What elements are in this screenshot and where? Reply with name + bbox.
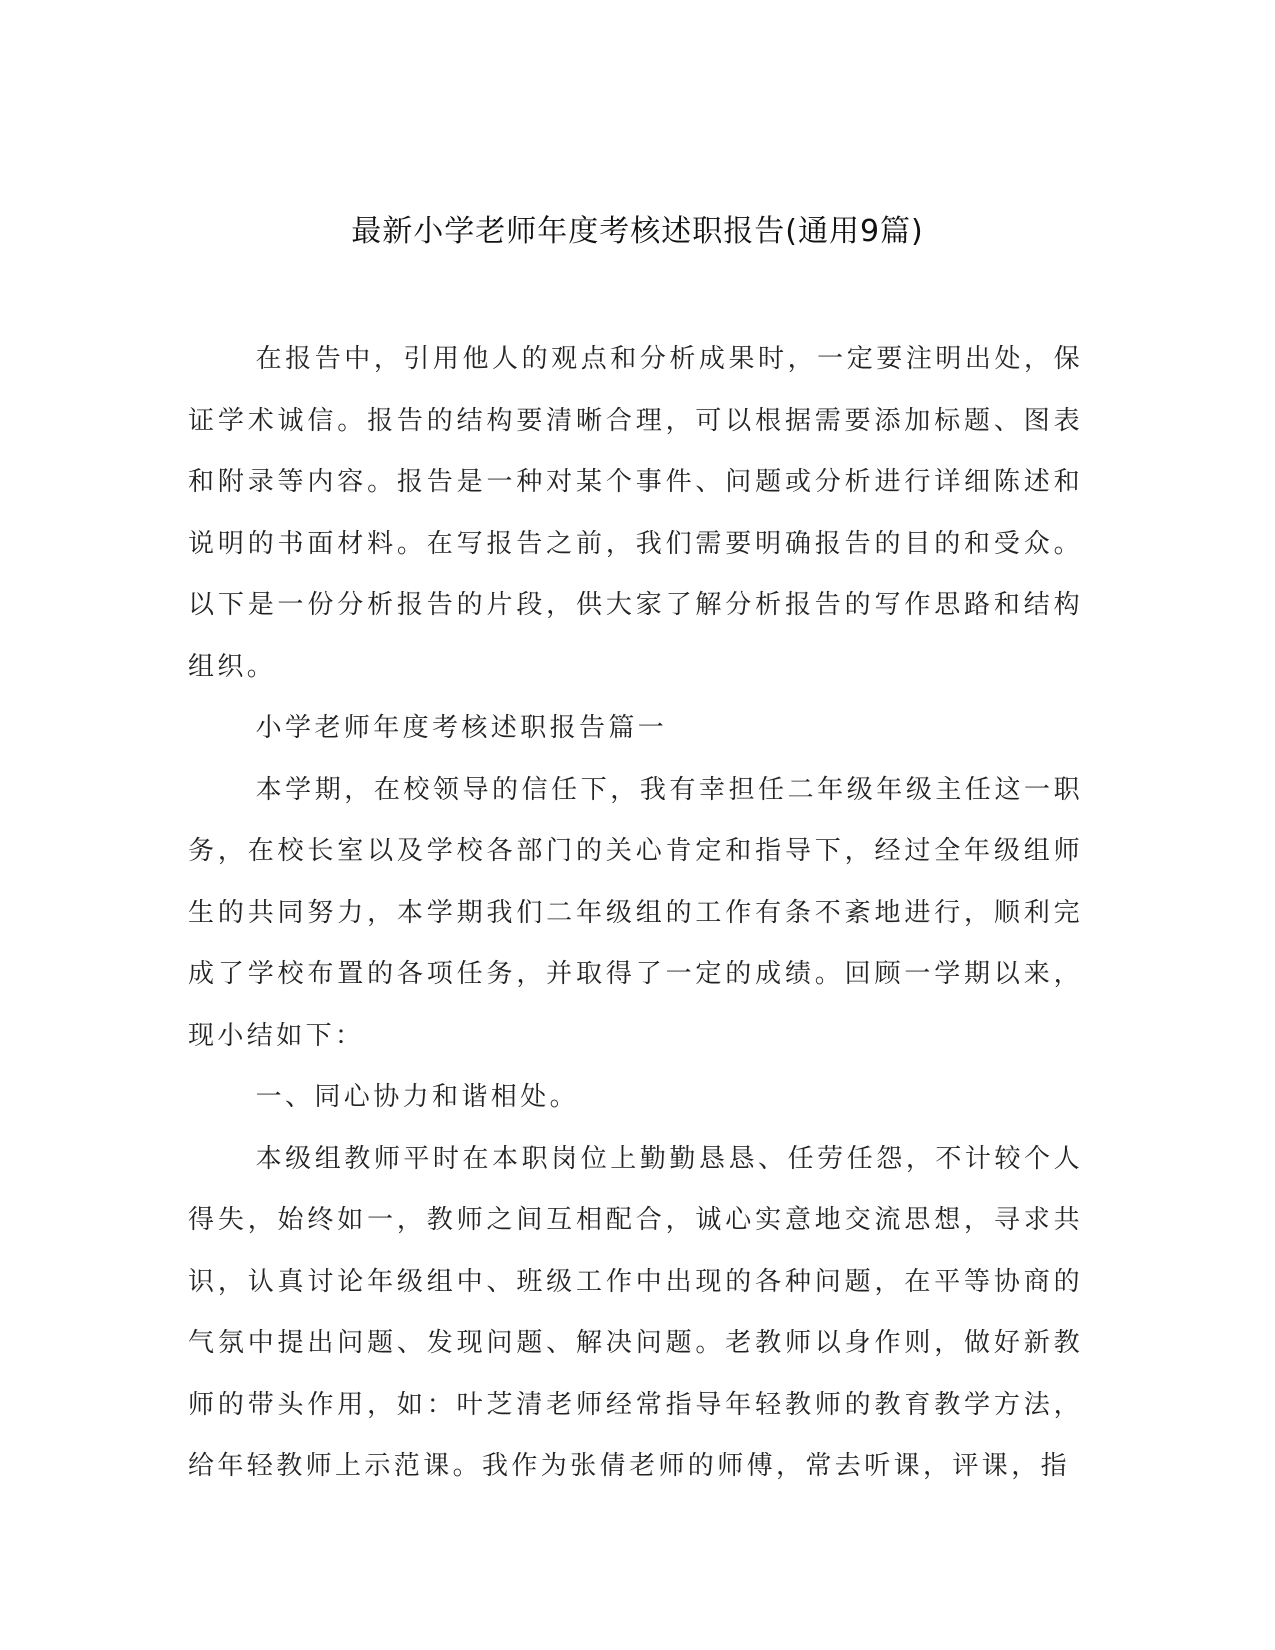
intro-paragraph: 在报告中，引用他人的观点和分析成果时，一定要注明出处，保证学术诚信。报告的结构要清晰合理，可以根据需要添加标题、图表和附录等内容。报告是一种对某个事件、问题或分析进行详细陈述和说明的书面材料。在写报告之前，我们需要明确报告的目的和受众。以下是一份分析报告的片段，供大家了解分析报告的写作思路和结构组织。	[188, 344, 1083, 682]
body-paragraph: 本学期，在校领导的信任下，我有幸担任二年级年级主任这一职务，在校长室以及学校各部门的关心肯定和指导下，经过全年级组师生的共同努力，本学期我们二年级组的工作有条不紊地进行，顺利完成了学校布置的各项任务，并取得了一定的成绩。回顾一学期以来，现小结如下：	[188, 774, 1083, 1051]
document-body	[188, 329, 1083, 1498]
subsection-heading: 一、同心协力和谐相处。	[255, 1082, 579, 1112]
document-title: 最新小学老师年度考核述职报告(通用9篇)	[351, 214, 924, 249]
body-paragraph: 本级组教师平时在本职岗位上勤勤恳恳、任劳任怨，不计较个人得失，始终如一，教师之间互相配合，诚心实意地交流思想，寻求共识，认真讨论年级组中、班级工作中出现的各种问题，在平等协商的气氛中提出问题、发现问题、解决问题。老教师以身作则，做好新教师的带头作用，如：叶芝清老师经常指导年轻教师的教育教学方法，给年轻教师上示范课。我作为张倩老师的师傅，常去听课，评课，指	[188, 1143, 1083, 1481]
section-heading: 小学老师年度考核述职报告篇一	[255, 713, 668, 743]
